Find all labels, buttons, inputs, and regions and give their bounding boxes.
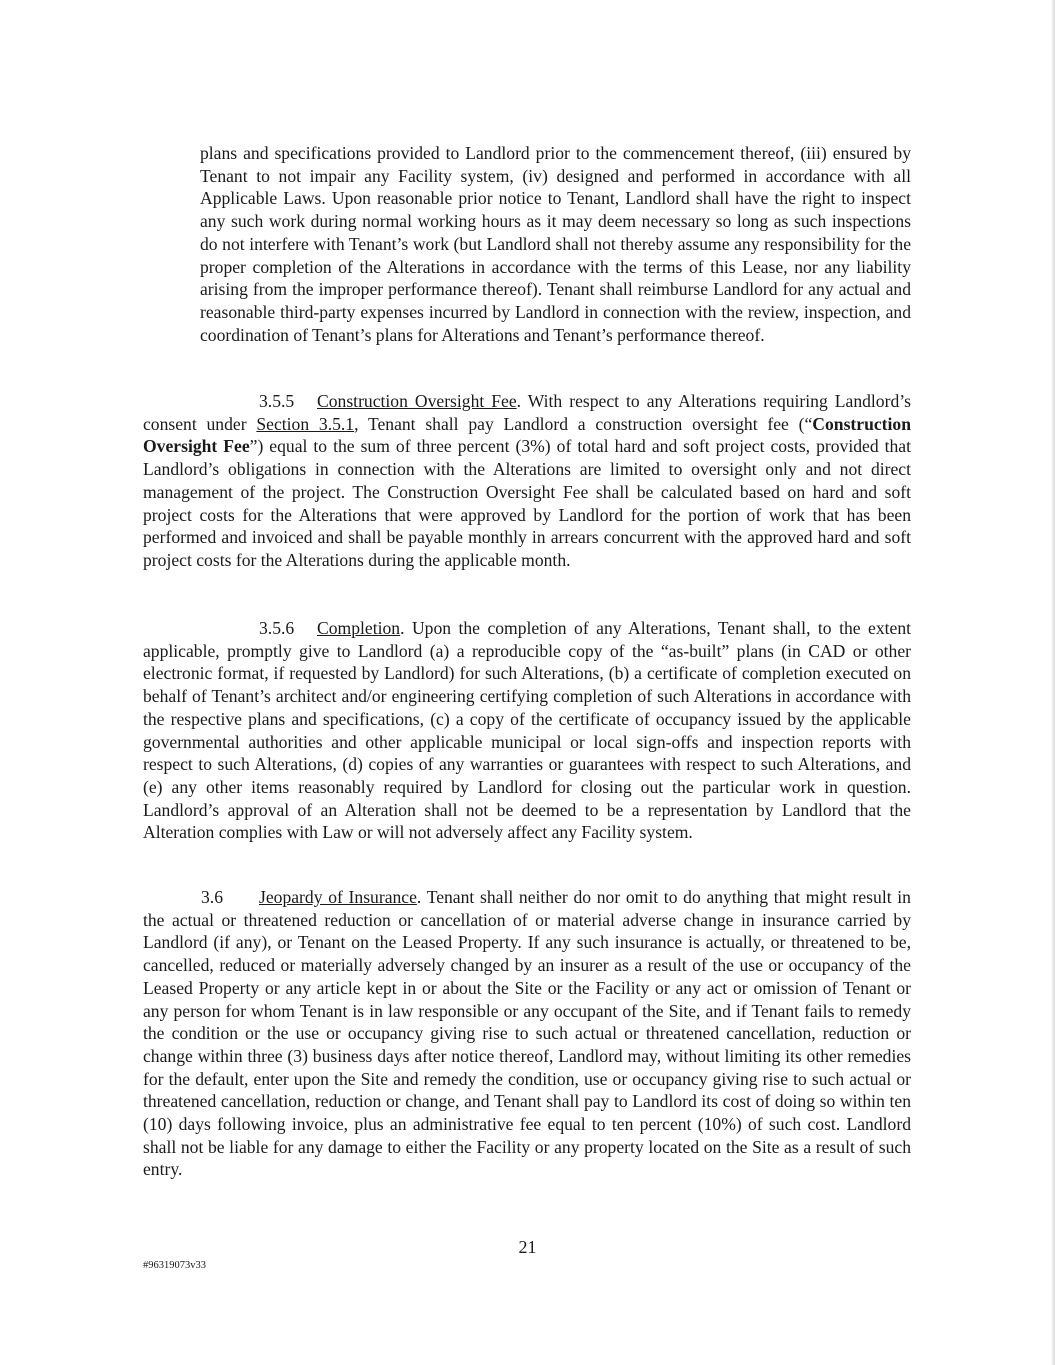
section-3-6-paragraph (143, 886, 911, 1181)
section-text: . With respect to any Alterations requiring Landlord’s consent under (143, 391, 911, 434)
page-number: 21 (518, 1237, 537, 1257)
intro-paragraph: plans and specifications provided to Landlord prior to the commencement thereof, (iii) ensured by Tenant to not impair any Facility system, (iv) designed and performed in accordance with all Applicable Laws. Upon reasonable prior notice to Tenant, Landlord shall have the right to inspect any such work during normal working hours as it may deem necessary so long as such inspections do not interfere with Tenant’s work (but Landlord shall not thereby assume any responsibility for the proper completion of the Alterations in accordance with the terms of this Lease, nor any liability arising from the improper performance thereof). Tenant shall reimburse Landlord for any actual and reasonable third-party expenses incurred by Landlord in connection with the review, inspection, and coordination of Tenant’s plans for Alterations and Tenant’s performance thereof. (200, 143, 911, 345)
section-reference: Section 3.5.1 (256, 413, 355, 434)
section-heading: Completion (317, 618, 401, 638)
section-text: . Upon the completion of any Alterations, Tenant shall, to the extent applicable, promptly give to Landlord (a) a reproducible copy of the “as-built” plans (in CAD or other electronic format, if requested by Landlord) for such Alterations, (b) a certificate of completion executed on behalf of Tenant’s architect and/or engineering certifying completion of such Alterations in accordance with the respective plans and specifications, (c) a copy of the certificate of occupancy issued by the applicable governmental authorities and other applicable municipal or local sign-offs and inspection reports with respect to such Alterations, (d) copies of any warranties or guarantees with respect to such Alterations, and (e) any other items reasonably required by Landlord for closing out the particular work in question. Landlord’s approval of an Alteration shall not be deemed to be a representation by Landlord that the Alteration complies with Law or will not adversely affect any Facility system. (143, 618, 911, 843)
section-number: 3.5.5 (259, 391, 295, 411)
section-3-5-5-paragraph (143, 390, 911, 572)
document-id: #96319073v33 (143, 1260, 206, 1271)
defined-term: Construction Oversight Fee (143, 413, 912, 457)
section-text: , Tenant shall pay Landlord a construction oversight fee (“ (354, 413, 813, 434)
section-number: 3.6 (201, 887, 223, 907)
section-text: ”) equal to the sum of three percent (3%) of total hard and soft project costs, provided that Landlord’s obligations in connection with the Alterations are limited to oversight only and not direct management of the project. The Construction Oversight Fee shall be calculated based on hard and soft project costs for the Alterations that were approved by Landlord for the portion of work that has been performed and invoiced and shall be payable monthly in arrears concurrent with the approved hard and soft project costs for the Alterations during the applicable month. (143, 436, 911, 570)
section-text: . Tenant shall neither do nor omit to do anything that might result in the actual or threatened reduction or cancellation of or material adverse change in insurance carried by Landlord (if any), or Tenant on the Leased Property. If any such insurance is actually, or threatened to be, cancelled, reduced or materially adversely changed by an insurer as a result of the use or occupancy of the Leased Property or any article kept in or about the Site or the Facility or any act or omission of Tenant or any person for whom Tenant is in law responsible or any occupant of the Site, and if Tenant fails to remedy the condition or the use or occupancy giving rise to such actual or threatened cancellation, reduction or change within three (3) business days after notice thereof, Landlord may, without limiting its other remedies for the default, enter upon the Site and remedy the condition, use or occupancy giving rise to such actual or threatened cancellation, reduction or change, and Tenant shall pay to Landlord its cost of doing so within ten (10) days following invoice, plus an administrative fee equal to ten percent (10%) of such cost. Landlord shall not be liable for any damage to either the Facility or any property located on the Site as a result of such entry. (143, 887, 911, 1180)
section-number: 3.5.6 (259, 618, 295, 638)
scan-edge-shadow (1051, 0, 1055, 1365)
section-3-5-6-paragraph (143, 617, 911, 844)
section-heading: Jeopardy of Insurance (259, 887, 417, 907)
section-heading: Construction Oversight Fee (317, 391, 517, 411)
